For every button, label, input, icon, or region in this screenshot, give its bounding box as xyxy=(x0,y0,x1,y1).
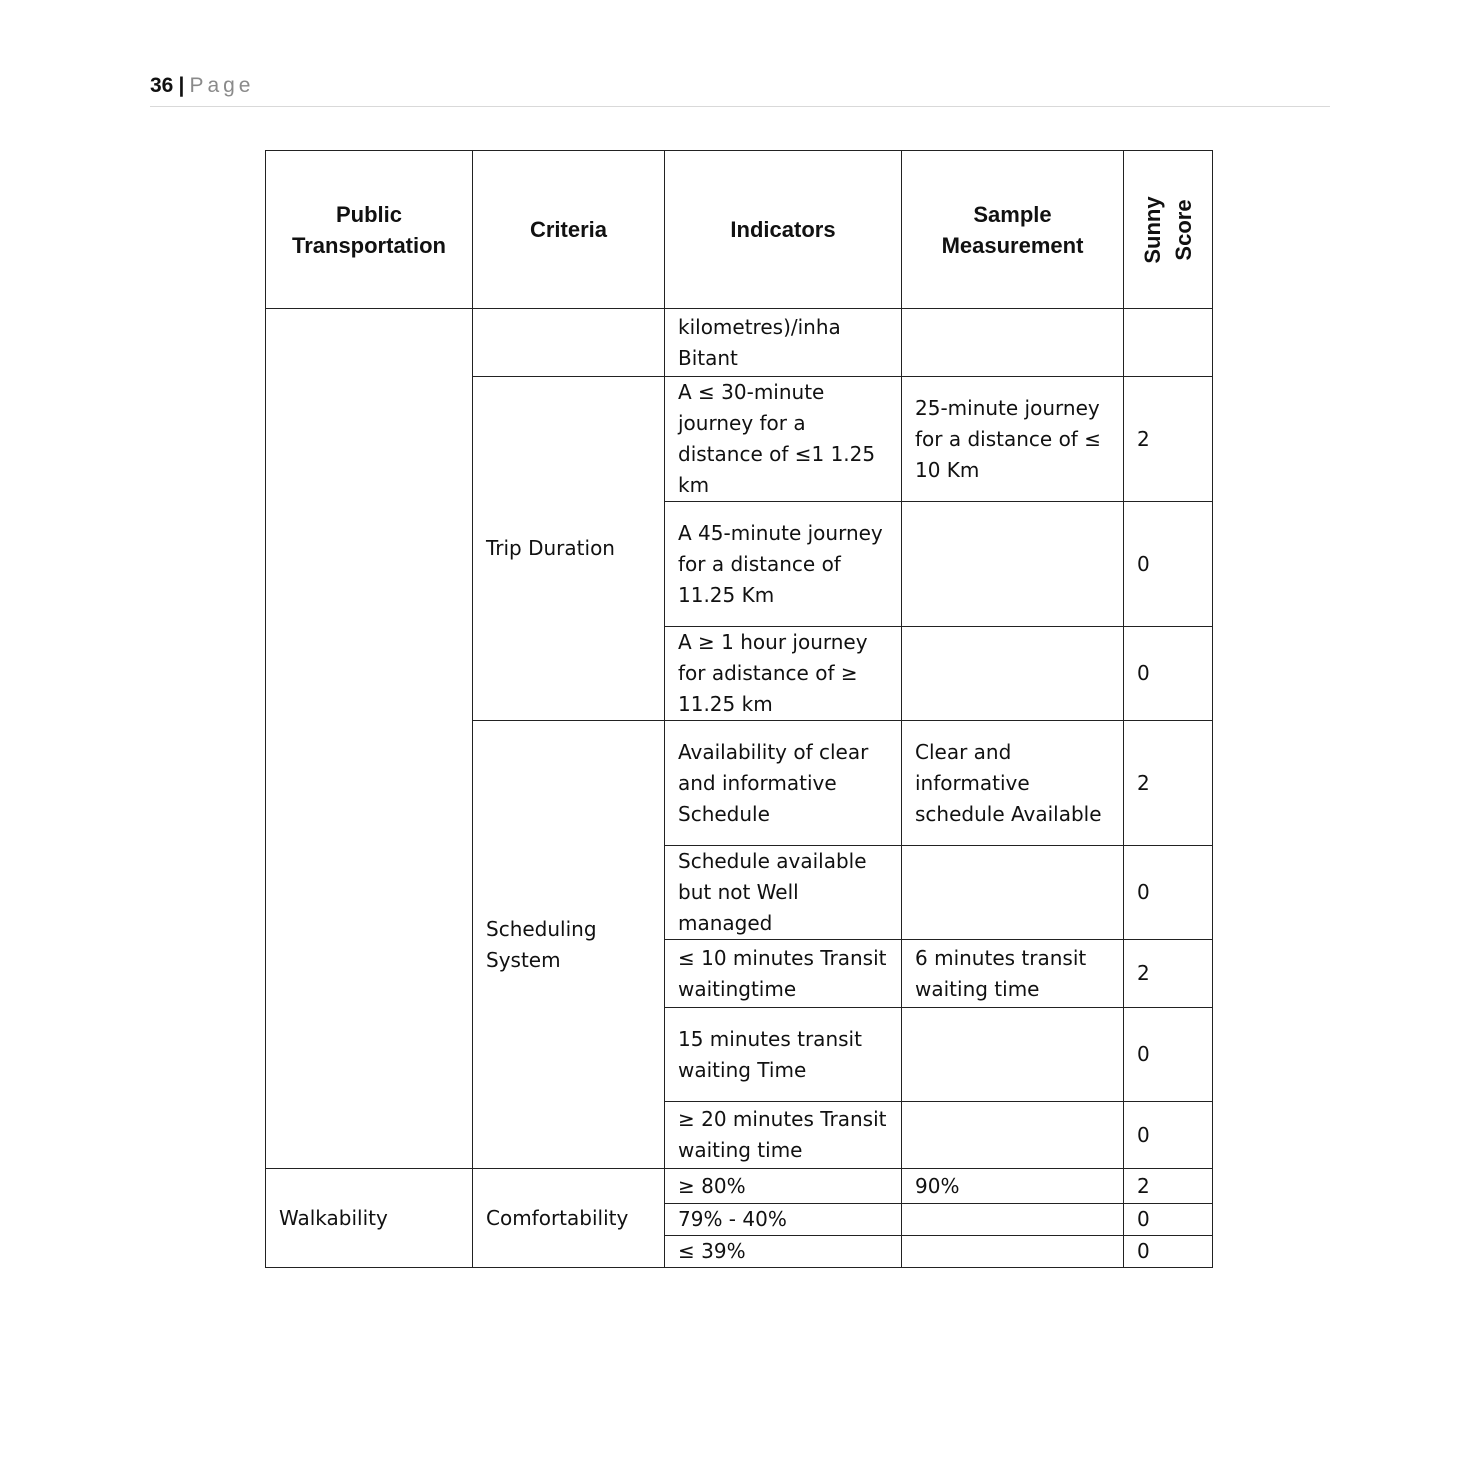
header-sunny-score-label: Sunny Score xyxy=(1140,195,1196,264)
score-cell: 0 xyxy=(1124,1236,1213,1268)
table-row xyxy=(266,1169,1213,1204)
score-cell: 0 xyxy=(1124,502,1213,627)
header-criteria: Criteria xyxy=(473,151,665,309)
header-public-transportation: Public Transportation xyxy=(266,151,473,309)
header-sunny-score xyxy=(1124,151,1213,309)
score-cell: 2 xyxy=(1124,1169,1213,1204)
category-cell-empty xyxy=(266,309,473,1169)
score-cell xyxy=(1124,309,1213,377)
indicator-cell: A ≤ 30-minute journey for a distance of ≤1 1.25 km xyxy=(665,377,902,502)
page-separator: | xyxy=(178,74,185,97)
indicator-cell: Availability of clear and informative Schedule xyxy=(665,721,902,846)
page-word: Page xyxy=(189,74,255,97)
score-cell: 0 xyxy=(1124,1008,1213,1102)
indicator-cell: A 45-minute journey for a distance of 11.25 Km xyxy=(665,502,902,627)
header-indicators: Indicators xyxy=(665,151,902,309)
score-cell: 2 xyxy=(1124,377,1213,502)
score-cell: 2 xyxy=(1124,721,1213,846)
indicator-cell: ≤ 10 minutes Transit waitingtime xyxy=(665,940,902,1008)
score-cell: 0 xyxy=(1124,627,1213,721)
measurement-cell xyxy=(902,1204,1124,1236)
indicator-cell: ≥ 20 minutes Transit waiting time xyxy=(665,1102,902,1169)
score-cell: 0 xyxy=(1124,846,1213,940)
measurement-cell: Clear and informative schedule Available xyxy=(902,721,1124,846)
table-row xyxy=(266,309,1213,377)
measurement-cell: 90% xyxy=(902,1169,1124,1204)
score-cell: 0 xyxy=(1124,1204,1213,1236)
category-walkability: Walkability xyxy=(266,1169,473,1268)
page-number: 36 xyxy=(150,74,174,97)
score-cell: 0 xyxy=(1124,1102,1213,1169)
measurement-cell xyxy=(902,1008,1124,1102)
indicator-cell: ≤ 39% xyxy=(665,1236,902,1268)
measurement-cell xyxy=(902,502,1124,627)
indicator-cell: 15 minutes transit waiting Time xyxy=(665,1008,902,1102)
measurement-cell: 6 minutes transit waiting time xyxy=(902,940,1124,1008)
indicator-cell: ≥ 80% xyxy=(665,1169,902,1204)
measurement-cell xyxy=(902,309,1124,377)
page-header xyxy=(150,74,1330,107)
measurement-cell: 25-minute journey for a distance of ≤ 10 Km xyxy=(902,377,1124,502)
transport-score-table xyxy=(265,150,1213,1268)
criteria-cell-empty xyxy=(473,309,665,377)
header-sample-measurement: Sample Measurement xyxy=(902,151,1124,309)
indicator-cell: A ≥ 1 hour journey for adistance of ≥ 11.25 km xyxy=(665,627,902,721)
indicator-cell: 79% - 40% xyxy=(665,1204,902,1236)
measurement-cell xyxy=(902,627,1124,721)
measurement-cell xyxy=(902,1102,1124,1169)
indicator-cell: kilometres)/inha Bitant xyxy=(665,309,902,377)
measurement-cell xyxy=(902,1236,1124,1268)
criteria-scheduling-system: Scheduling System xyxy=(473,721,665,1169)
criteria-comfortability: Comfortability xyxy=(473,1169,665,1268)
measurement-cell xyxy=(902,846,1124,940)
indicator-cell: Schedule available but not Well managed xyxy=(665,846,902,940)
score-cell: 2 xyxy=(1124,940,1213,1008)
criteria-trip-duration: Trip Duration xyxy=(473,377,665,721)
